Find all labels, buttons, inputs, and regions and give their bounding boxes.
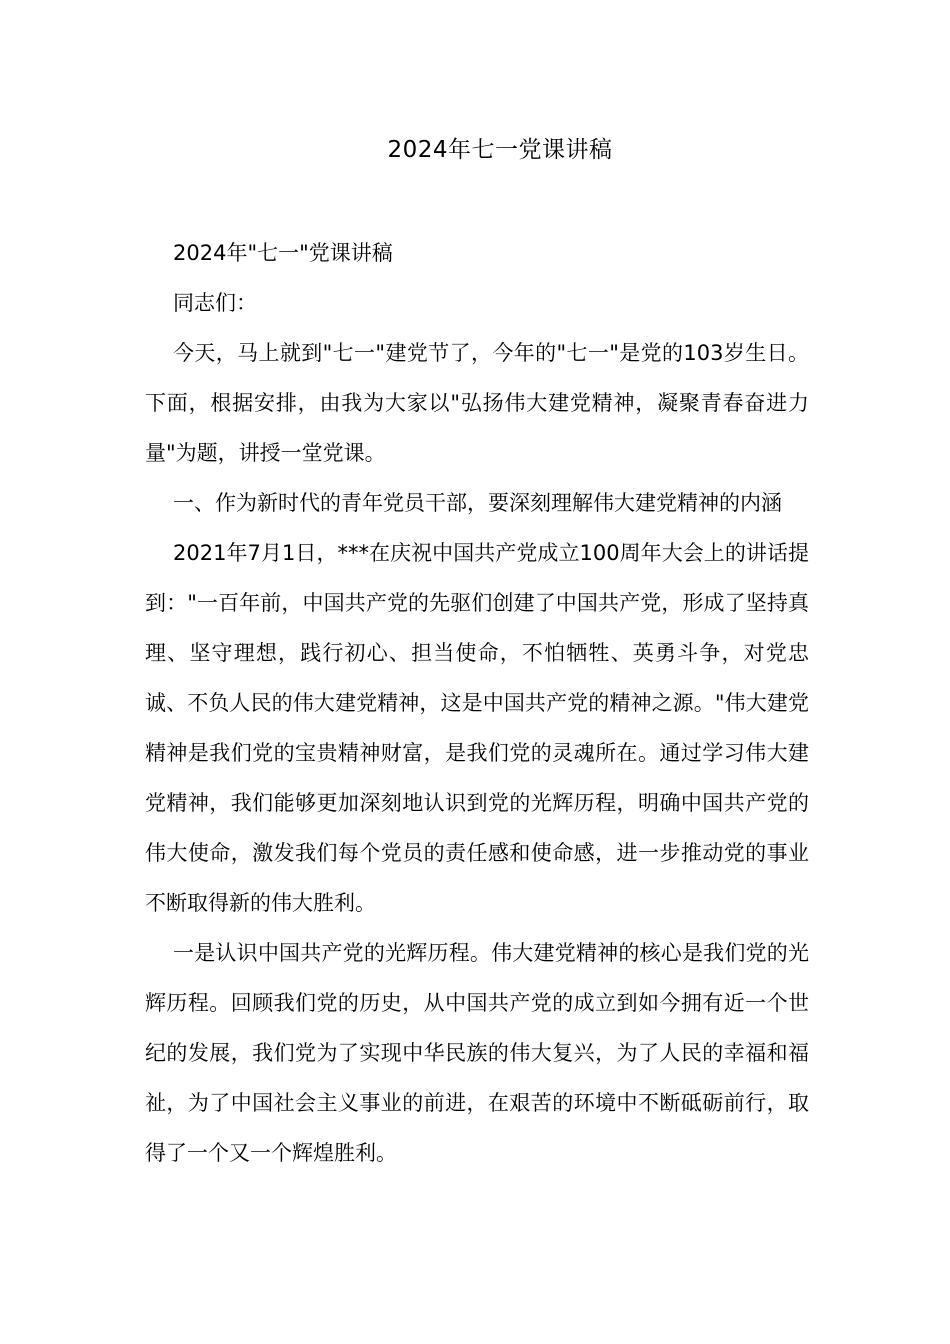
paragraph-point-one: 一是认识中国共产党的光辉历程。伟大建党精神的核心是我们党的光辉历程。回顾我们党的历史，从中国共产党的成立到如今拥有近一个世纪的发展，我们党为了实现中华民族的伟大复兴，为了人民的幸福和福祉，为了中国社会主义事业的前进，在艰苦的环境中不断砥砺前行，取得了一个又一个辉煌胜利。 [145,941,809,1165]
paragraph-salutation: 同志们： [173,291,257,315]
paragraph-section-heading: 一、作为新时代的青年党员干部，要深刻理解伟大建党精神的内涵 [173,491,782,515]
document-title: 2024年七一党课讲稿 [387,137,613,163]
document-body [145,228,809,1178]
paragraph-subtitle: 2024年"七一"党课讲稿 [173,241,393,265]
paragraph-intro: 今天，马上就到"七一"建党节了，今年的"七一"是党的103岁生日。下面，根据安排，由我为大家以"弘扬伟大建党精神，凝聚青春奋进力量"为题，讲授一堂党课。 [145,341,809,465]
paragraph-speech-quote: 2021年7月1日，***在庆祝中国共产党成立100周年大会上的讲话提到："一百年前，中国共产党的先驱们创建了中国共产党，形成了坚持真理、坚守理想，践行初心、担当使命，不怕牺牲、英勇斗争，对党忠诚、不负人民的伟大建党精神，这是中国共产党的精神之源。"伟大建党精神是我们党的宝贵精神财富，是我们党的灵魂所在。通过学习伟大建党精神，我们能够更加深刻地认识到党的光辉历程，明确中国共产党的伟大使命，激发我们每个党员的责任感和使命感，进一步推动党的事业不断取得新的伟大胜利。 [145,541,809,915]
